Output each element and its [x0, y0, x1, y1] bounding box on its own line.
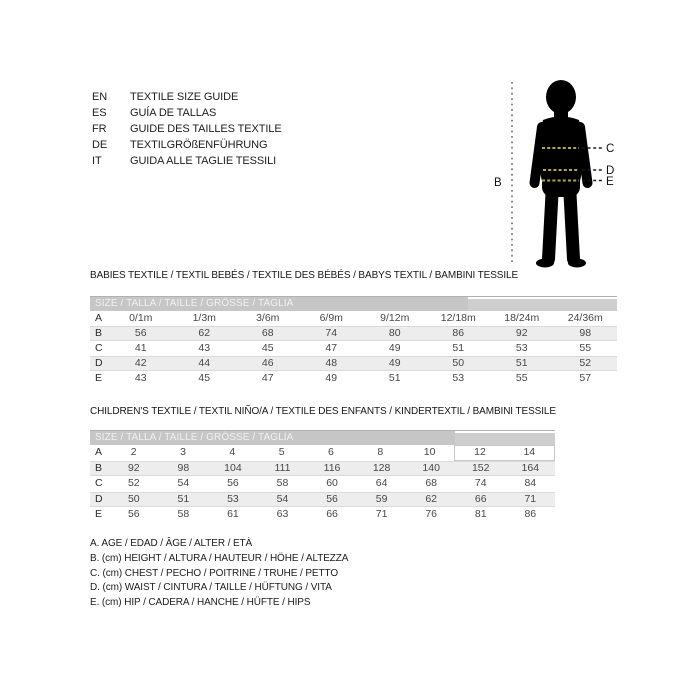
table-size-header-text: SIZE / TALLA / TAILLE / GRÖSSE / TAGLIA [95, 298, 294, 309]
height-label: B [494, 177, 502, 189]
table-cell: 56 [134, 327, 147, 339]
table-cell: 68 [261, 327, 274, 339]
legend-line: A. AGE / EDAD / ÂGE / ALTER / ETÀ [90, 538, 253, 549]
chest-label: C [606, 143, 615, 155]
table-cell: 54 [276, 492, 289, 505]
legend-line: D. (cm) WAIST / CINTURA / TAILLE / HÜFTUNG / VITA [90, 582, 332, 594]
table-cell: 3/6m [256, 312, 280, 324]
language-label: GUÍA DE TALLAS [130, 107, 217, 119]
language-code: FR [92, 123, 107, 135]
table-row [90, 445, 555, 461]
table-cell: 47 [325, 342, 338, 354]
table-cell: 152 [471, 461, 490, 474]
table-cell: 55 [515, 372, 528, 384]
language-label: GUIDA ALLE TAGLIE TESSILI [130, 155, 277, 167]
table-cell: 4 [229, 446, 236, 458]
table-cell: 0/1m [129, 312, 153, 324]
table-size-header [90, 430, 555, 445]
table-cell: 84 [524, 477, 537, 490]
table-cell: 6 [328, 446, 334, 458]
table-cell: 49 [388, 357, 401, 369]
table-cell: 45 [261, 342, 274, 354]
table-cell: 64 [375, 477, 388, 490]
row-label: D [95, 492, 103, 505]
table-cell: 71 [375, 508, 388, 521]
row-label: E [95, 508, 103, 521]
table-cell: 55 [579, 342, 592, 354]
table-cell: 50 [127, 492, 140, 505]
table-cell: 45 [198, 372, 211, 384]
table-cell: 60 [326, 477, 338, 490]
table-cell: 59 [375, 492, 388, 505]
table-cell: 46 [261, 357, 274, 369]
table-cell: 18/24m [504, 312, 540, 324]
table-cell: 41 [134, 342, 147, 354]
table-cell: 104 [224, 461, 242, 474]
header-light-segment [468, 297, 617, 311]
table-cell: 164 [521, 461, 540, 474]
table-row [90, 492, 555, 508]
table-cell: 74 [474, 477, 487, 490]
babies-table [90, 296, 617, 386]
table-cell: 42 [134, 357, 147, 369]
language-label: TEXTILGRÖßENFÜHRUNG [130, 139, 268, 151]
language-code: IT [92, 155, 102, 167]
child-silhouette [535, 80, 588, 268]
table-cell: 14 [505, 445, 555, 461]
table-cell: 43 [198, 342, 211, 354]
table-row [90, 311, 617, 326]
table-cell: 81 [474, 508, 487, 521]
row-label: C [95, 342, 103, 354]
language-row [92, 137, 282, 153]
table-row [90, 371, 617, 386]
table-row [90, 507, 555, 523]
table-cell: 98 [177, 461, 190, 474]
table-row [90, 356, 617, 371]
language-row [92, 153, 282, 169]
table-cell: 8 [377, 446, 384, 458]
table-cell: 9/12m [380, 312, 410, 324]
table-cell: 66 [326, 508, 338, 521]
language-row [92, 89, 282, 105]
legend-line: E. (cm) HIP / CADERA / HANCHE / HÜFTE / HIPS [90, 597, 311, 609]
table-cell: 76 [425, 508, 437, 521]
language-code: ES [92, 107, 107, 119]
table-cell: 51 [452, 342, 465, 354]
table-cell: 49 [388, 342, 401, 354]
table-cell: 48 [325, 357, 338, 369]
table-cell: 71 [524, 492, 537, 505]
table-cell: 24/36m [567, 312, 603, 324]
row-label: A [95, 446, 103, 458]
table-row [90, 341, 617, 356]
table-cell: 53 [227, 492, 239, 505]
table-cell: 86 [524, 508, 537, 521]
table-cell: 98 [579, 327, 592, 339]
table-cell: 53 [452, 372, 465, 384]
table-cell: 43 [134, 372, 147, 384]
table-cell: 52 [579, 357, 592, 369]
language-row [92, 121, 282, 137]
table-cell: 44 [198, 357, 211, 369]
table-cell: 57 [579, 372, 592, 384]
row-label: C [95, 477, 103, 490]
measurement-legend [90, 537, 348, 611]
header-light-segment [455, 431, 555, 445]
table-cell: 58 [276, 477, 289, 490]
table-row [90, 461, 555, 477]
row-label: E [95, 372, 103, 384]
table-cell: 6/9m [319, 312, 343, 324]
table-cell: 62 [425, 492, 437, 505]
table-row [90, 476, 555, 492]
table-cell: 86 [452, 327, 465, 339]
table-cell: 56 [227, 477, 239, 490]
table-cell: 12/18m [440, 312, 476, 324]
table-cell: 111 [274, 461, 291, 474]
table-cell: 12 [454, 445, 504, 461]
table-cell: 58 [177, 508, 190, 521]
children-table-title: CHILDREN'S TEXTILE / TEXTIL NIÑO/A / TEXTILE DES ENFANTS / KINDERTEXTIL / BAMBINI TESSILE [90, 406, 556, 417]
table-cell: 2 [130, 446, 137, 458]
table-cell: 61 [227, 508, 239, 521]
language-row [92, 105, 282, 121]
table-cell: 49 [325, 372, 338, 384]
legend-line: C. (cm) CHEST / PECHO / POITRINE / TRUHE / PETTO [90, 567, 339, 579]
table-cell: 51 [388, 372, 401, 384]
table-cell: 51 [177, 492, 190, 505]
table-cell: 1/3m [192, 312, 216, 324]
table-cell: 74 [325, 327, 338, 339]
table-cell: 66 [474, 492, 487, 505]
child-figure [485, 72, 655, 272]
table-size-header-text: SIZE / TALLA / TAILLE / GRÖSSE / TAGLIA [95, 432, 294, 443]
legend-line: B. (cm) HEIGHT / ALTURA / HAUTEUR / HÖHE / ALTEZZA [90, 552, 349, 564]
language-label: GUIDE DES TAILLES TEXTILE [130, 123, 282, 135]
table-cell: 140 [422, 461, 440, 474]
table-cell: 56 [326, 492, 338, 505]
language-list [92, 89, 282, 169]
table-cell: 47 [261, 372, 274, 384]
row-label: B [95, 327, 103, 339]
waist-label: D [606, 165, 615, 177]
table-size-header [90, 296, 617, 311]
row-label: B [95, 461, 103, 474]
babies-table-title: BABIES TEXTILE / TEXTIL BEBÉS / TEXTILE DES BÉBÉS / BABYS TEXTIL / BAMBINI TESSILE [90, 270, 519, 281]
table-cell: 56 [127, 508, 140, 521]
table-cell: 52 [127, 477, 140, 490]
table-cell: 53 [515, 342, 528, 354]
children-table [90, 430, 555, 523]
language-code: DE [92, 139, 108, 151]
table-cell: 10 [423, 446, 436, 458]
table-cell: 92 [127, 461, 140, 474]
row-label: D [95, 357, 103, 369]
table-cell: 50 [452, 357, 465, 369]
table-cell: 63 [276, 508, 289, 521]
hip-label: E [606, 176, 614, 188]
table-cell: 116 [323, 461, 341, 474]
table-cell: 54 [177, 477, 190, 490]
table-cell: 62 [198, 327, 211, 339]
table-row [90, 326, 617, 341]
table-cell: 80 [388, 327, 401, 339]
table-cell: 5 [278, 446, 285, 458]
language-code: EN [92, 91, 108, 103]
table-cell: 128 [372, 461, 391, 474]
table-cell: 68 [425, 477, 437, 490]
row-label: A [95, 312, 103, 324]
table-cell: 51 [515, 357, 528, 369]
language-label: TEXTILE SIZE GUIDE [130, 91, 239, 103]
table-cell: 92 [515, 327, 528, 339]
table-cell: 3 [180, 446, 186, 458]
